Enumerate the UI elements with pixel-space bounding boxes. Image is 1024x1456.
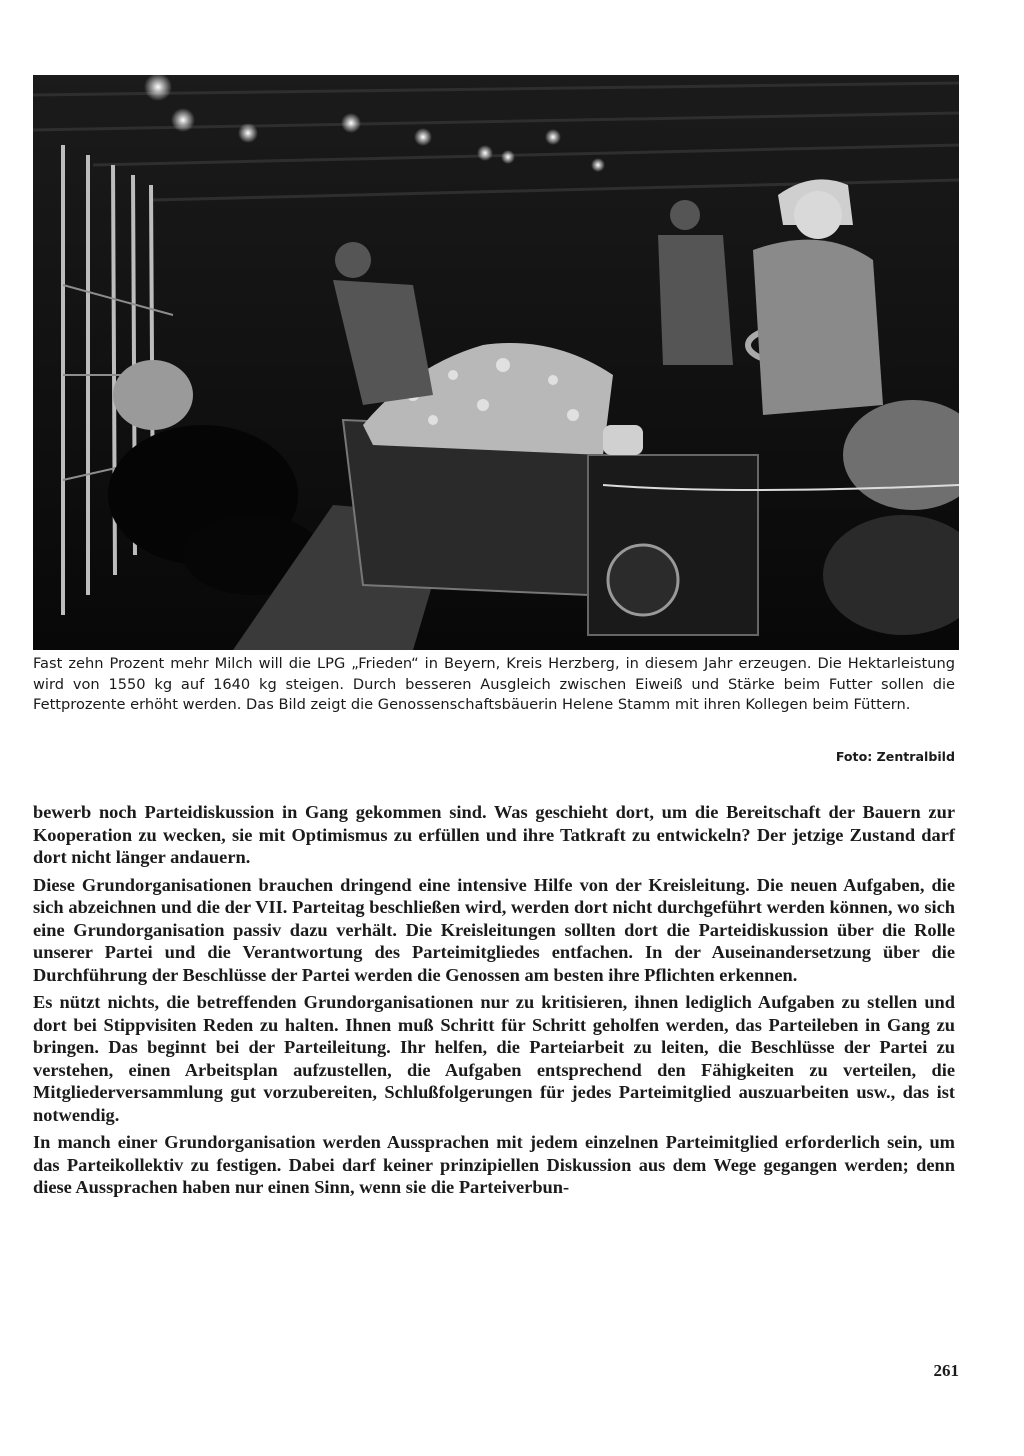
- caption-text: Fast zehn Prozent mehr Milch will die LPG „Frieden“ in Beyern, Kreis Herzberg, in diesem Jahr erzeugen. Die Hektarleistung wird von 1550 kg auf 1640 kg steigen. Durch besseren Ausgleich zwischen Eiweiß und Stärke beim Futter sollen die Fettprozente erhöht werden. Das Bild zeigt die Genossenschaftsbäuerin Helene Stamm mit ihren Kollegen beim Füttern.: [33, 655, 955, 714]
- article-body: [33, 801, 955, 1204]
- photo-caption: [33, 654, 955, 716]
- paragraph: Diese Grundorganisationen brauchen dringend eine intensive Hilfe von der Kreisleitung. Die neuen Aufgaben, die sich abzeichnen und die der VII. Parteitag beschließen wird, werden dort nicht durchgeführt werden können, wo sich eine Grundorganisation passiv dazu verhält. Die Kreisleitungen sollten dort die Parteidiskussion über die Rolle unserer Partei und die Verantwortung des Parteimitgliedes entfachen. In der Auseinandersetzung über die Durchführung der Beschlüsse der Partei werden die Genossen am besten ihre Pflichten erkennen.: [33, 874, 955, 985]
- paragraph: Es nützt nichts, die betreffenden Grundorganisationen nur zu kritisieren, ihnen lediglich Aufgaben zu stellen und dort bei Stippvisiten Reden zu halten. Ihnen muß Schritt für Schritt geholfen werden, das Parteileben in Gang zu bringen. Das beginnt bei der Parteileitung. Ihr helfen, die Parteiarbeit zu leiten, die Beschlüsse der Partei zu verstehen, einen Arbeitsplan aufzustellen, die Aufgaben entsprechend den Fähigkeiten zu verteilen, die Mitgliederversammlung gut vorzubereiten, Schlußfolgerungen für jedes Parteimitglied auszuarbeiten usw., das ist notwendig.: [33, 992, 955, 1125]
- barn-feeding-photo: [33, 75, 959, 650]
- paragraph: bewerb noch Parteidiskussion in Gang gekommen sind. Was geschieht dort, um die Bereitschaft der Bauern zur Kooperation zu wecken, sie mit Optimismus zu erfüllen und ihre Tatkraft zu entwickeln? Der jetzige Zustand darf dort nicht länger andauern.: [33, 802, 955, 867]
- photo-icon: [33, 75, 959, 650]
- paragraph: In manch einer Grundorganisation werden Aussprachen mit jedem einzelnen Parteimitglied erforderlich sein, um das Parteikollektiv zu festigen. Dabei darf keiner prinzipiellen Diskussion aus dem Wege gegangen werden; denn diese Aussprachen haben nur einen Sinn, wenn sie die Parteiverbun-: [33, 1132, 955, 1197]
- photo-credit: Foto: Zentralbild: [835, 749, 955, 764]
- page-number: 261: [933, 1361, 959, 1380]
